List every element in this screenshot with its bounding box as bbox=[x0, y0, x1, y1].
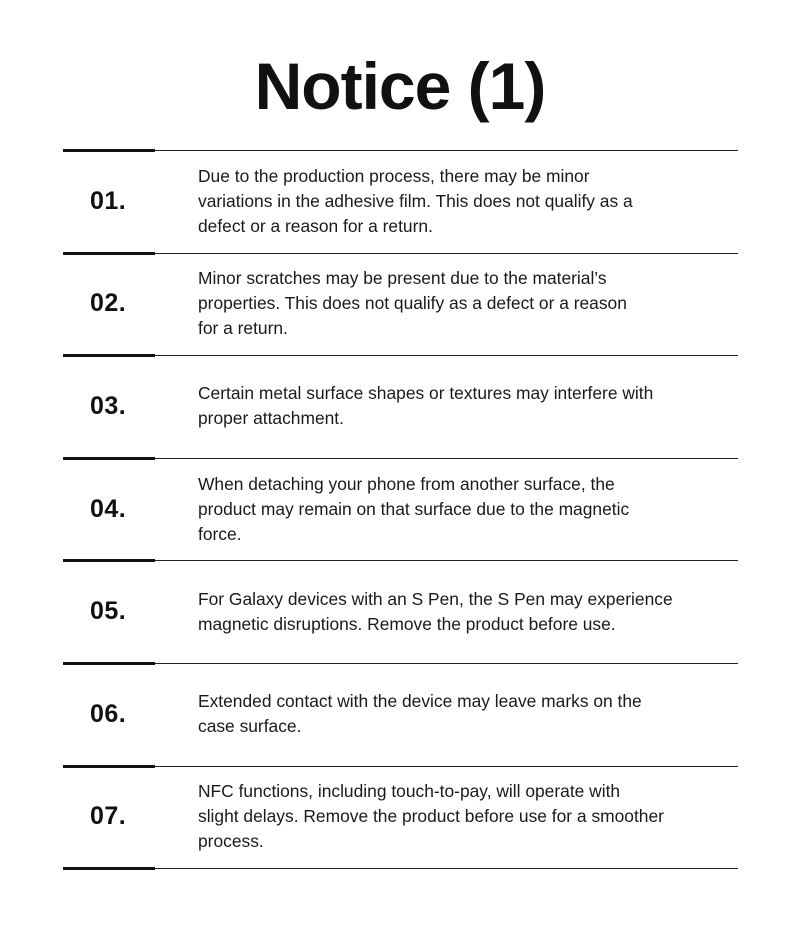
notice-list bbox=[63, 150, 738, 868]
notice-text bbox=[198, 253, 738, 356]
notice-text-line: Extended contact with the device may leave marks on the bbox=[198, 691, 642, 712]
page-title: Notice (1) bbox=[254, 49, 546, 123]
notice-item-07 bbox=[63, 766, 738, 869]
notice-text-line: process. bbox=[198, 831, 264, 852]
divider-bottom bbox=[63, 868, 738, 869]
notice-text-line: For Galaxy devices with an S Pen, the S Pen may experience bbox=[198, 588, 673, 609]
notice-text-line: product may remain on that surface due to the magnetic bbox=[198, 498, 630, 519]
notice-text bbox=[198, 663, 738, 766]
notice-number: 06. bbox=[90, 699, 127, 728]
notice-text-line: slight delays. Remove the product before use for a smoother bbox=[198, 806, 664, 827]
notice-text-line: NFC functions, including touch-to-pay, will operate with bbox=[198, 781, 621, 802]
notice-text-line: properties. This does not qualify as a defect or a reason bbox=[198, 293, 627, 314]
notice-number: 07. bbox=[90, 802, 127, 831]
notice-text-line: variations in the adhesive film. This does not qualify as a bbox=[198, 190, 633, 211]
notice-text-line: magnetic disruptions. Remove the product before use. bbox=[198, 613, 616, 634]
notice-text bbox=[198, 458, 738, 561]
notice-text-line: Minor scratches may be present due to the material’s bbox=[198, 268, 607, 289]
notice-text-line: proper attachment. bbox=[198, 408, 344, 429]
notice-number: 03. bbox=[90, 391, 127, 420]
notice-text-line: Due to the production process, there may be minor bbox=[198, 165, 590, 186]
notice-item-06 bbox=[63, 663, 738, 766]
notice-text-line: force. bbox=[198, 523, 242, 544]
notice-text bbox=[198, 150, 738, 253]
notice-number: 01. bbox=[90, 186, 127, 215]
notice-text bbox=[198, 766, 738, 869]
notice-item-01 bbox=[63, 150, 738, 253]
notice-text bbox=[198, 560, 738, 663]
notice-item-03 bbox=[63, 355, 738, 458]
notice-number: 05. bbox=[90, 597, 127, 626]
notice-text bbox=[198, 355, 738, 458]
notice-item-02 bbox=[63, 253, 738, 356]
notice-text-line: When detaching your phone from another surface, the bbox=[198, 473, 615, 494]
notice-number: 04. bbox=[90, 494, 127, 523]
notice-number: 02. bbox=[90, 289, 127, 318]
notice-item-05 bbox=[63, 560, 738, 663]
notice-text-line: defect or a reason for a return. bbox=[198, 215, 433, 236]
notice-text-line: Certain metal surface shapes or textures may interfere with bbox=[198, 383, 654, 404]
notice-item-04 bbox=[63, 458, 738, 561]
notice-text-line: for a return. bbox=[198, 318, 288, 339]
notice-text-line: case surface. bbox=[198, 716, 302, 737]
